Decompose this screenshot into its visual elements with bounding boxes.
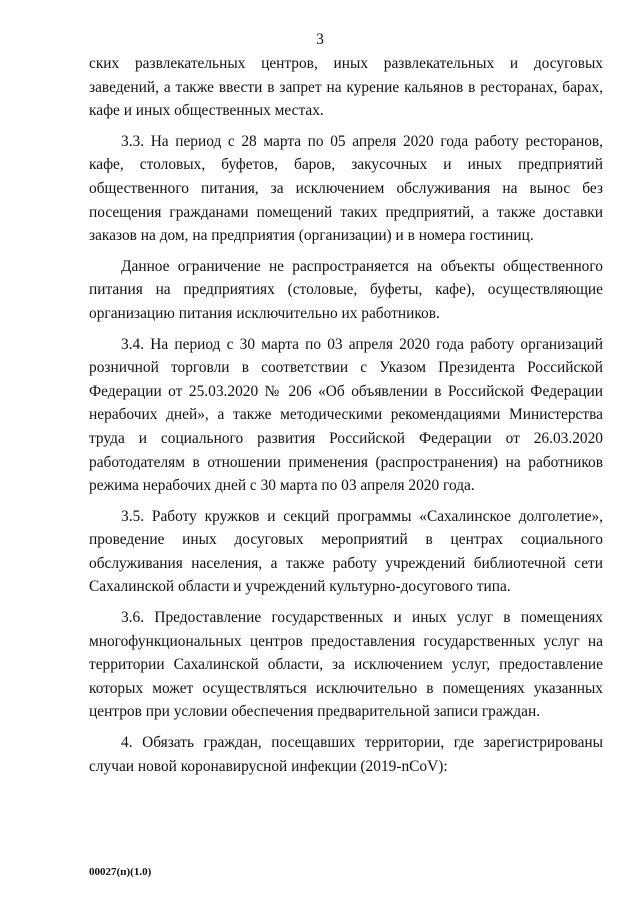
paragraph-4: 4. Обязать граждан, посещавших территории, где зарегистрированы случаи новой коронавирусной инфекции (2019-nCoV):: [89, 734, 603, 775]
document-body: [89, 52, 603, 785]
document-code: 00027(п)(1.0): [89, 866, 152, 878]
page-number: 3: [316, 31, 324, 48]
paragraph-3-3-exception: Данное ограничение не распространяется на объекты общественного питания на предприятиях (столовые, буфеты, кафе), осуществляющие организацию питания исключительно их работников.: [89, 257, 603, 322]
paragraph-3-4: 3.4. На период с 30 марта по 03 апреля 2020 года работу организаций розничной торговли в соответствии с Указом Президента Российской Федерации от 25.03.2020 № 206 «Об объявлении в Российской Федерации нерабочих дней», а также методическими рекомендациями Министерства труда и социального развития Российской Федерации от 26.03.2020 работодателям в отношении применения (распространения) на работников режима нерабочих дней с 30 марта по 03 апреля 2020 года.: [89, 335, 603, 495]
paragraph-continuation: ских развлекательных центров, иных развлекательных и досуговых заведений, а также ввести в запрет на курение кальянов в ресторанах, барах, кафе и иных общественных местах.: [89, 55, 603, 120]
paragraph-3-5: 3.5. Работу кружков и секций программы «Сахалинское долголетие», проведение иных досуговых мероприятий в центрах социального обслуживания населения, а также работу учреждений библиотечной сети Сахалинской области и учреждений культурно-досугового типа.: [89, 507, 603, 596]
paragraph-3-3: 3.3. На период с 28 марта по 05 апреля 2020 года работу ресторанов, кафе, столовых, буфетов, баров, закусочных и иных предприятий общественного питания, за исключением обслуживания на вынос без посещения гражданами помещений таких предприятий, а также доставки заказов на дом, на предприятия (организации) и в номера гостиниц.: [89, 132, 603, 245]
paragraph-3-6: 3.6. Предоставление государственных и иных услуг в помещениях многофункциональных центров предоставления государственных услуг на территории Сахалинской области, за исключением услуг, предоставление которых может осуществляться исключительно в помещениях указанных центров при условии обеспечения предварительной записи граждан.: [89, 609, 603, 721]
